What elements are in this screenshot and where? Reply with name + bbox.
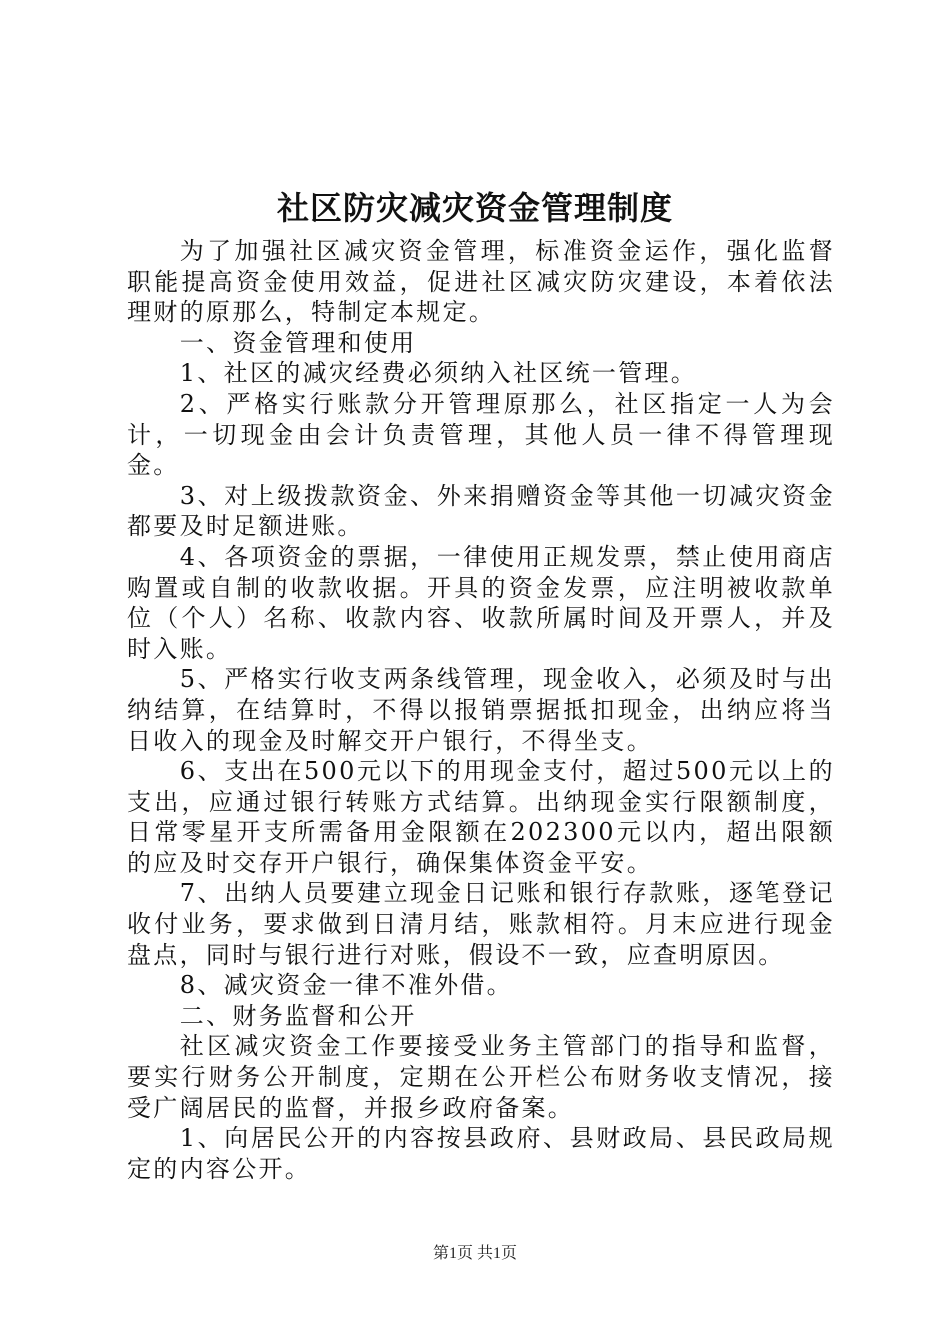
paragraph-item: 1、向居民公开的内容按县政府、县财政局、县民政局规定的内容公开。 [127, 1124, 835, 1183]
paragraph-item: 8、减灾资金一律不准外借。 [179, 971, 513, 1000]
document-body [127, 236, 835, 1184]
paragraph-item: 1、社区的减灾经费必须纳入社区统一管理。 [179, 359, 698, 388]
section-heading-2: 二、财务监督和公开 [179, 1001, 417, 1030]
paragraph-intro: 为了加强社区减灾资金管理，标准资金运作，强化监督职能提高资金使用效益，促进社区减灾防灾建设，本着依法理财的原那么，特制定本规定。 [127, 237, 835, 327]
paragraph-body: 社区减灾资金工作要接受业务主管部门的指导和监督，要实行财务公开制度，定期在公开栏公布财务收支情况，接受广阔居民的监督，并报乡政府备案。 [127, 1032, 835, 1122]
paragraph-item: 3、对上级拨款资金、外来捐赠资金等其他一切减灾资金都要及时足额进账。 [127, 481, 835, 541]
section-heading-1: 一、资金管理和使用 [179, 328, 417, 357]
paragraph-item: 6、支出在500元以下的用现金支付，超过500元以上的支出，应通过银行转账方式结算。出纳现金实行限额制度，日常零星开支所需备用金限额在202300元以内，超出限额的应及时交存开户银行，确保集体资金平安。 [127, 757, 835, 877]
page-number-footer: 第1页 共1页 [432, 1245, 517, 1262]
paragraph-item: 4、各项资金的票据，一律使用正规发票，禁止使用商店购置或自制的收款收据。开具的资金发票，应注明被收款单位（个人）名称、收款内容、收款所属时间及开票人，并及时入账。 [127, 542, 835, 663]
document-title: 社区防灾减灾资金管理制度 [276, 189, 673, 227]
paragraph-item: 2、严格实行账款分开管理原那么，社区指定一人为会计，一切现金由会计负责管理，其他人员一律不得管理现金。 [127, 389, 835, 480]
paragraph-item: 5、严格实行收支两条线管理，现金收入，必须及时与出纳结算，在结算时，不得以报销票据抵扣现金，出纳应将当日收入的现金及时解交开户银行，不得坐支。 [127, 665, 835, 755]
paragraph-item: 7、出纳人员要建立现金日记账和银行存款账，逐笔登记收付业务，要求做到日清月结，账款相符。月末应进行现金盘点，同时与银行进行对账，假设不一致，应查明原因。 [127, 879, 835, 969]
